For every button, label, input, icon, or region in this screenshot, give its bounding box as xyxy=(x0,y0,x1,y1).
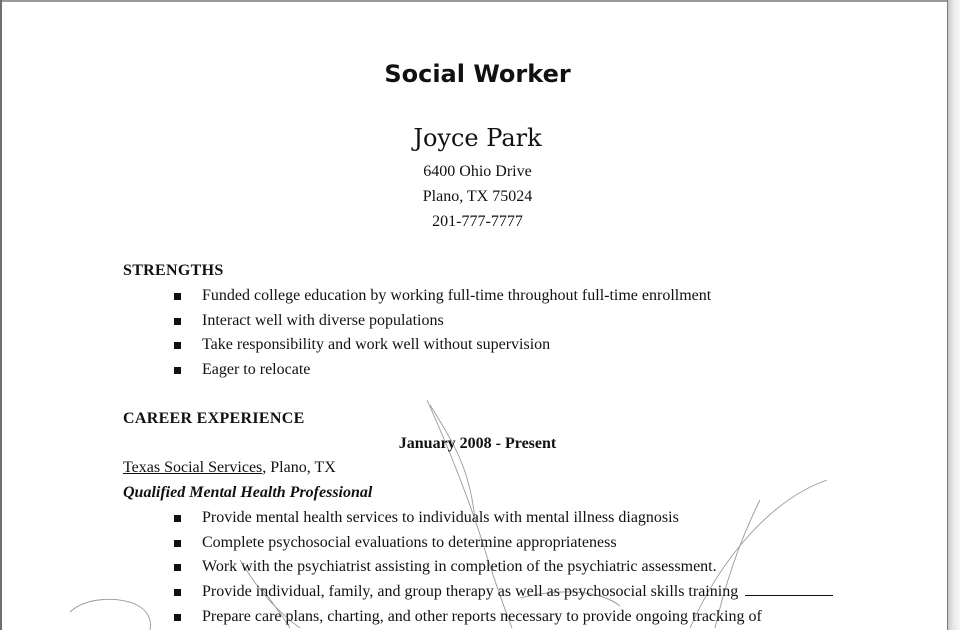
strength-text: Interact well with diverse populations xyxy=(202,312,444,329)
page-shadow-right xyxy=(947,0,960,630)
scribble-stroke xyxy=(70,599,150,630)
bullet-icon xyxy=(174,318,181,325)
duty-text: Complete psychosocial evaluations to determine appropriateness xyxy=(202,534,617,551)
bullet-icon xyxy=(174,589,181,596)
blank-fill-line xyxy=(745,583,833,596)
strength-text: Funded college education by working full-time throughout full-time enrollment xyxy=(202,287,712,304)
bullet-icon xyxy=(174,614,181,621)
strength-text: Eager to relocate xyxy=(202,361,311,378)
job-dates: January 2008 - Present xyxy=(398,435,557,452)
address-line-1: 6400 Ohio Drive xyxy=(423,163,532,180)
duty-text-content: Provide individual, family, and group therapy as well as psychosocial skills training xyxy=(202,583,739,600)
address-line-2: Plano, TX 75024 xyxy=(422,188,533,205)
strengths-heading: STRENGTHS xyxy=(123,262,224,279)
duty-text: Provide mental health services to individuals with mental illness diagnosis xyxy=(202,509,679,526)
career-heading: CAREER EXPERIENCE xyxy=(123,410,305,427)
job-title: Qualified Mental Health Professional xyxy=(123,484,373,501)
bullet-icon xyxy=(174,367,181,374)
duty-text: Work with the psychiatrist assisting in completion of the psychiatric assessment. xyxy=(202,558,717,575)
scribble-stroke xyxy=(690,480,827,628)
bullet-icon xyxy=(174,564,181,571)
duty-text: Prepare care plans, charting, and other reports necessary to provide ongoing tracking of xyxy=(202,608,762,625)
document-title: Social Worker xyxy=(384,60,571,88)
applicant-name: Joyce Park xyxy=(413,124,542,152)
bullet-icon xyxy=(174,515,181,522)
bullet-icon xyxy=(174,540,181,547)
strength-text: Take responsibility and work well without supervision xyxy=(202,336,551,353)
page-border-left xyxy=(0,0,2,630)
page-border-top xyxy=(0,0,960,2)
bullet-icon xyxy=(174,342,181,349)
bullet-icon xyxy=(174,293,181,300)
scribble-stroke xyxy=(430,405,475,520)
employer-location: , Plano, TX xyxy=(262,459,336,476)
employer-line xyxy=(123,459,336,477)
phone-number: 201-777-7777 xyxy=(432,213,523,230)
employer-name: Texas Social Services xyxy=(123,459,263,476)
duty-text xyxy=(202,583,833,601)
